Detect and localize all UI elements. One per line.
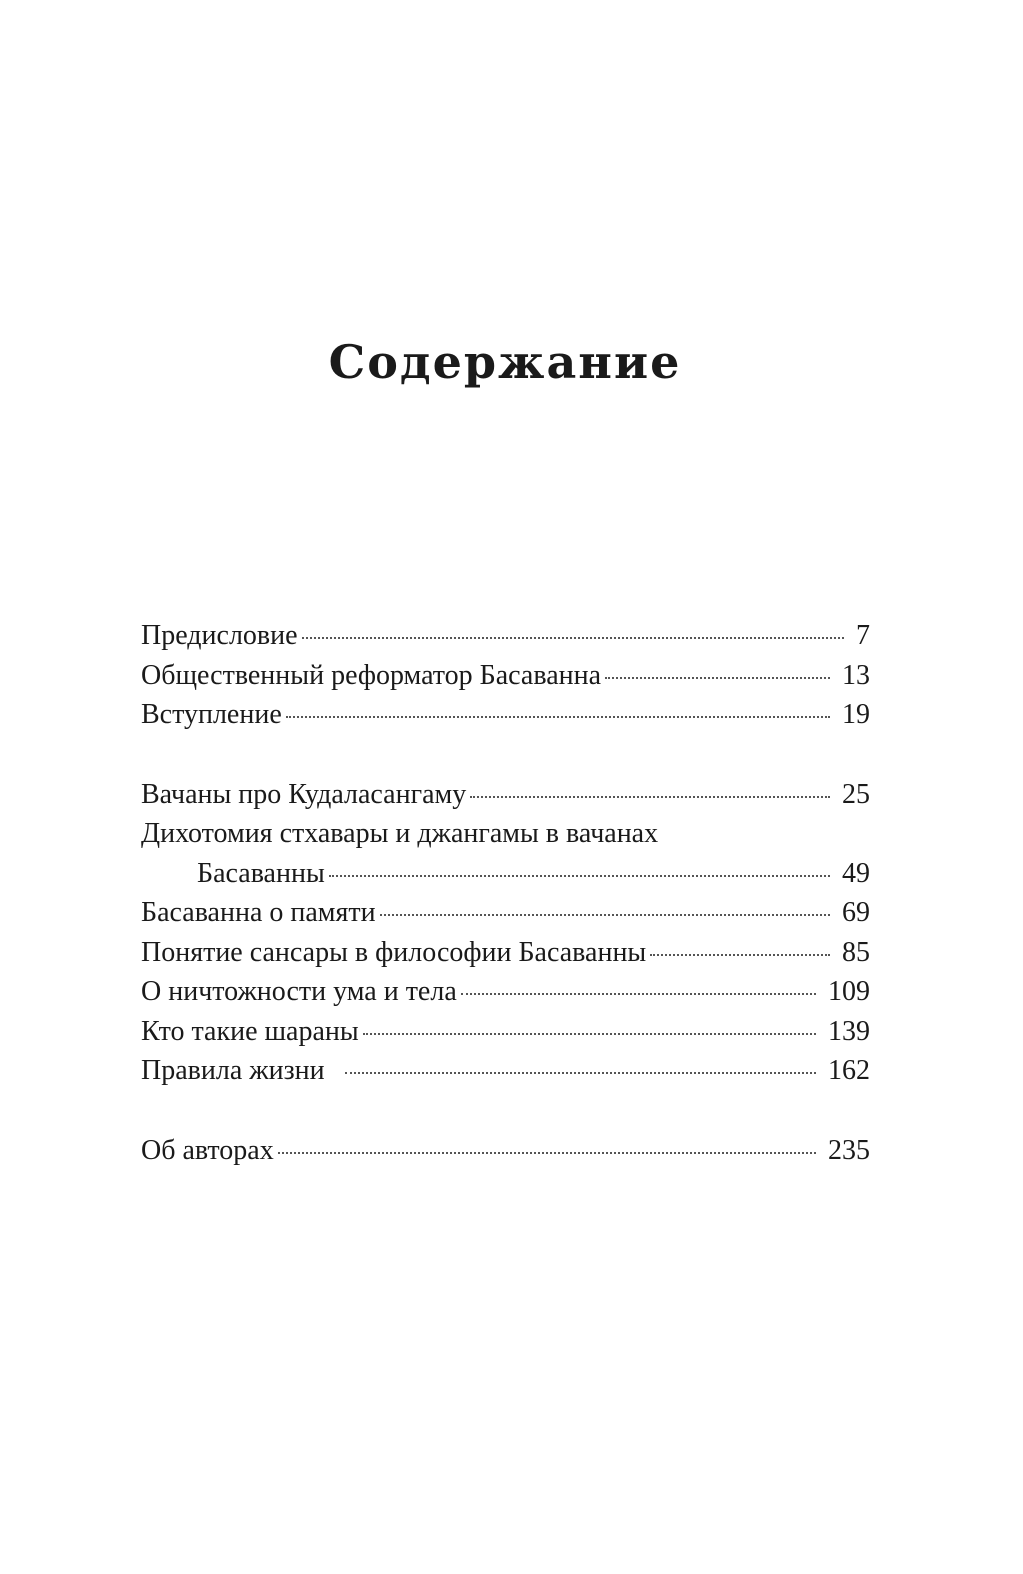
dot-leader xyxy=(470,796,830,798)
toc-entry-title: Понятие сансары в философии Басаванны xyxy=(141,936,647,968)
dot-leader xyxy=(380,914,830,916)
toc-group-front-matter xyxy=(141,616,870,735)
toc-entry-title: Об авторах xyxy=(141,1134,274,1166)
toc-entry-page: 235 xyxy=(828,1134,870,1166)
toc-entry-page: 7 xyxy=(856,620,870,651)
toc-entry-title: Правила жизни xyxy=(141,1055,325,1086)
toc-entry-page: 162 xyxy=(828,1055,870,1086)
dot-leader xyxy=(605,677,830,679)
toc-group-main xyxy=(141,775,870,1091)
toc-entry-page: 69 xyxy=(842,897,870,928)
toc-entry-page: 19 xyxy=(842,699,870,730)
toc-entry-page: 13 xyxy=(842,659,870,691)
toc-entry-page: 85 xyxy=(842,936,870,968)
toc-entry[interactable] xyxy=(141,775,870,815)
toc-entry-multiline[interactable] xyxy=(141,814,870,893)
toc-entry-page: 25 xyxy=(842,778,870,810)
toc-entry-title: О ничтожности ума и тела xyxy=(141,976,457,1007)
dot-leader xyxy=(286,716,830,718)
toc-entry[interactable] xyxy=(141,893,870,933)
toc-entry-title-line2: Басаванны xyxy=(197,857,325,889)
toc-entry-title: Вступление xyxy=(141,699,282,730)
toc-group-back-matter xyxy=(141,1131,870,1171)
page-title: Содержание xyxy=(328,335,682,389)
dot-leader xyxy=(345,1072,816,1074)
toc-entry-title: Вачаны про Кудаласангаму xyxy=(141,778,467,810)
toc-entry-title: Кто такие шараны xyxy=(141,1015,359,1047)
toc-entry-title-line1: Дихотомия стхавары и джангамы в вачанах xyxy=(141,818,659,849)
dot-leader xyxy=(650,954,830,956)
toc-entry[interactable] xyxy=(141,616,870,656)
toc-entry[interactable] xyxy=(141,1012,870,1052)
toc-entry-title: Предисловие xyxy=(141,620,298,651)
dot-leader xyxy=(278,1152,816,1154)
table-of-contents xyxy=(141,616,870,1170)
toc-entry-title: Басаванна о памяти xyxy=(141,897,376,928)
toc-entry-page: 49 xyxy=(842,857,870,889)
toc-entry[interactable] xyxy=(141,695,870,735)
toc-entry[interactable] xyxy=(141,972,870,1012)
toc-entry-page: 109 xyxy=(828,976,870,1007)
toc-entry-continuation xyxy=(141,854,870,894)
dot-leader xyxy=(461,993,816,995)
dot-leader xyxy=(302,637,844,639)
toc-entry-page: 139 xyxy=(828,1015,870,1047)
toc-entry[interactable] xyxy=(141,1051,870,1091)
toc-entry-title: Общественный реформатор Басаванна xyxy=(141,659,602,691)
dot-leader xyxy=(329,875,830,877)
dot-leader xyxy=(363,1033,816,1035)
toc-entry[interactable] xyxy=(141,933,870,973)
toc-entry[interactable] xyxy=(141,656,870,696)
toc-entry[interactable] xyxy=(141,1131,870,1171)
